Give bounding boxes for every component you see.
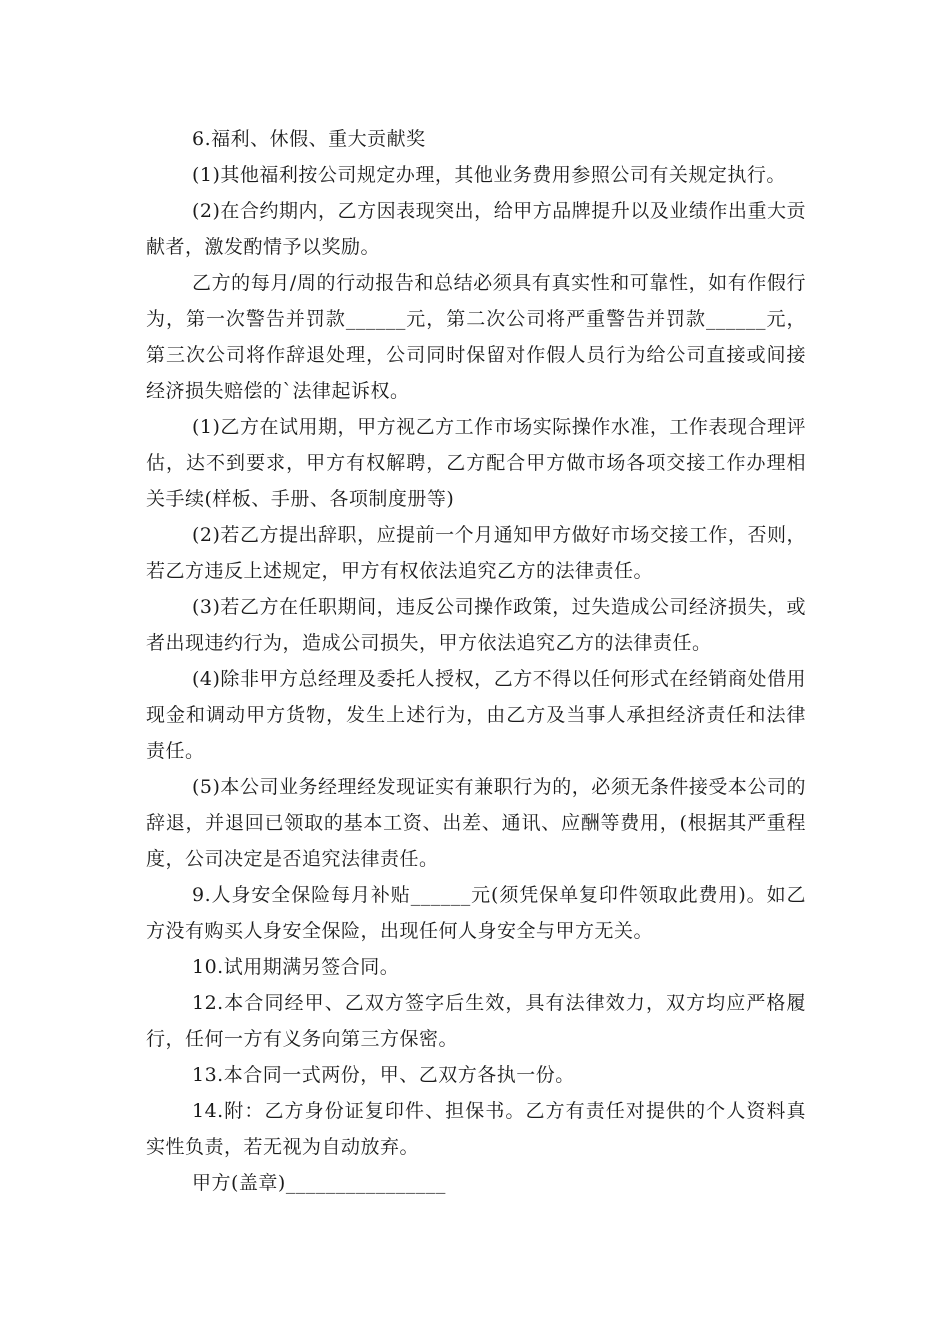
clause-part-time: (5)本公司业务经理经发现证实有兼职行为的，必须无条件接受本公司的辞退，并退回已领取的基本工资、出差、通讯、应酬等费用，(根据其严重程度，公司决定是否追究法律责任。	[146, 776, 806, 870]
clause-report-penalty: 乙方的每月/周的行动报告和总结必须具有真实性和可靠性，如有作假行为，第一次警告并罚款______元，第二次公司将严重警告并罚款______元，第三次公司将作辞退处理，公司同时保留对作假人员行为给公司直接或间接经济损失赔偿的`法律起诉权。	[146, 272, 806, 402]
clause-probation: (1)乙方在试用期，甲方视乙方工作市场实际操作水准，工作表现合理评估，达不到要求，甲方有权解聘，乙方配合甲方做市场各项交接工作办理相关手续(样板、手册、各项制度册等)	[146, 416, 806, 510]
clause-benefits-2: (2)在合约期内，乙方因表现突出，给甲方品牌提升以及业绩作出重大贡献者，激发酌情予以奖励。	[146, 200, 806, 258]
clause-effectiveness: 12.本合同经甲、乙双方签字后生效，具有法律效力，双方均应严格履行，任何一方有义务向第三方保密。	[146, 992, 806, 1050]
clause-cash-goods: (4)除非甲方总经理及委托人授权，乙方不得以任何形式在经销商处借用现金和调动甲方货物，发生上述行为，由乙方及当事人承担经济责任和法律责任。	[146, 668, 806, 762]
clause-violation: (3)若乙方在任职期间，违反公司操作政策，过失造成公司经济损失，或者出现违约行为，造成公司损失，甲方依法追究乙方的法律责任。	[146, 596, 806, 654]
clause-insurance: 9.人身安全保险每月补贴______元(须凭保单复印件领取此费用)。如乙方没有购买人身安全保险，出现任何人身安全与甲方无关。	[146, 884, 806, 942]
document-body	[146, 121, 806, 1201]
signature-line-party-a: 甲方(盖章)________________	[192, 1172, 446, 1194]
clause-benefits-1: (1)其他福利按公司规定办理，其他业务费用参照公司有关规定执行。	[192, 164, 786, 186]
clause-resignation: (2)若乙方提出辞职，应提前一个月通知甲方做好市场交接工作，否则，若乙方违反上述规定，甲方有权依法追究乙方的法律责任。	[146, 524, 806, 582]
clause-attachments: 14.附：乙方身份证复印件、担保书。乙方有责任对提供的个人资料真实性负责，若无视为自动放弃。	[146, 1100, 806, 1158]
clause-copies: 13.本合同一式两份，甲、乙双方各执一份。	[192, 1064, 575, 1086]
section-heading-benefits: 6.福利、休假、重大贡献奖	[192, 128, 426, 150]
clause-probation-contract: 10.试用期满另签合同。	[192, 956, 400, 978]
